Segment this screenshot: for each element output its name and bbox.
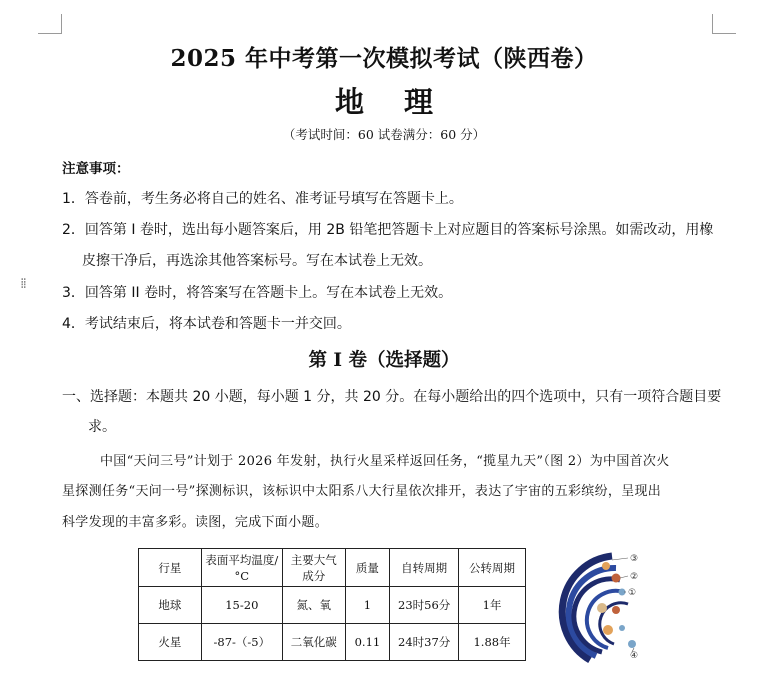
subject-char: 理 — [404, 85, 434, 119]
table-header-cell: 公转周期 — [459, 549, 526, 587]
crop-mark-top-right — [712, 14, 736, 34]
table-cell: 氮、氧 — [282, 587, 345, 624]
figure-label: ④ — [630, 651, 639, 661]
mission-logo-figure — [550, 548, 650, 668]
figure-label: ② — [630, 572, 639, 582]
table-header-row — [139, 549, 526, 587]
note-item-continued: 皮擦干净后，再选涂其他答案标号。写在本试卷上无效。 — [82, 253, 432, 269]
table-row — [139, 587, 526, 624]
note-item: 1．答卷前，考生务必将自己的姓名、准考证号填写在答题卡上。 — [62, 191, 463, 207]
drag-handle-icon[interactable]: ⁞⁞ — [20, 276, 25, 292]
table-header-cell: 自转周期 — [390, 549, 459, 587]
table-cell: 23时56分 — [390, 587, 459, 624]
logo-planet — [603, 625, 613, 635]
table-cell: 1年 — [459, 587, 526, 624]
table-cell: 地球 — [139, 587, 202, 624]
logo-planet — [602, 562, 610, 570]
subject-title — [0, 80, 768, 121]
table-cell: 1.88年 — [459, 624, 526, 661]
note-item: 4．考试结束后，将本试卷和答题卡一并交回。 — [62, 316, 351, 332]
note-item: 2．回答第 I 卷时，选出每小题答案后，用 2B 铅笔把答题卡上对应题目的答案标号涂黑。如需改动，用橡 — [62, 222, 714, 238]
table-header-cell: 主要大气成分 — [282, 549, 345, 587]
passage-line: 星探测任务“天问一号”探测标识，该标识中太阳系八大行星依次排开，表达了宇宙的五彩缤纷，呈现出 — [62, 484, 662, 499]
table-cell: 0.11 — [345, 624, 390, 661]
figure-label: ① — [628, 588, 637, 598]
table-cell: 24时37分 — [390, 624, 459, 661]
logo-planet — [619, 625, 625, 631]
figure-label: ③ — [630, 554, 639, 564]
table-cell: 火星 — [139, 624, 202, 661]
passage-line: 中国“天问三号”计划于 2026 年发射，执行火星采样返回任务，“揽星九天”（图 2）为中国首次火 — [100, 454, 670, 469]
table-header-cell: 质量 — [345, 549, 390, 587]
table-cell: 1 — [345, 587, 390, 624]
leader-line — [612, 558, 628, 560]
table-header-cell: 表面平均温度/°C — [201, 549, 282, 587]
subject-char: 地 — [334, 85, 364, 119]
page-title: 2025 年中考第一次模拟考试（陕西卷） — [170, 45, 598, 72]
leader-line — [620, 576, 628, 578]
logo-planet — [612, 574, 621, 583]
table-row — [139, 624, 526, 661]
planet-table — [138, 548, 526, 661]
section-title: 第 I 卷（选择题） — [308, 350, 460, 371]
logo-planet — [597, 603, 607, 613]
notes-heading: 注意事项： — [62, 161, 130, 177]
crop-mark-top-left — [38, 14, 62, 34]
passage-line: 科学发现的丰富多彩。读图，完成下面小题。 — [62, 515, 329, 530]
logo-planet — [628, 640, 636, 648]
section-instruction-continued: 求。 — [88, 419, 116, 435]
table-cell: 二氧化碳 — [282, 624, 345, 661]
logo-planet — [612, 606, 620, 614]
table-cell: 15-20 — [201, 587, 282, 624]
exam-info: （考试时间：60 试卷满分：60 分） — [282, 127, 486, 142]
table-cell: -87-（-5） — [201, 624, 282, 661]
section-instruction: 一、选择题：本题共 20 小题，每小题 1 分，共 20 分。在每小题给出的四个选项中，只有一项符合题目要 — [62, 389, 722, 405]
table-header-cell: 行星 — [139, 549, 202, 587]
note-item: 3．回答第 II 卷时，将答案写在答题卡上。写在本试卷上无效。 — [62, 285, 453, 301]
